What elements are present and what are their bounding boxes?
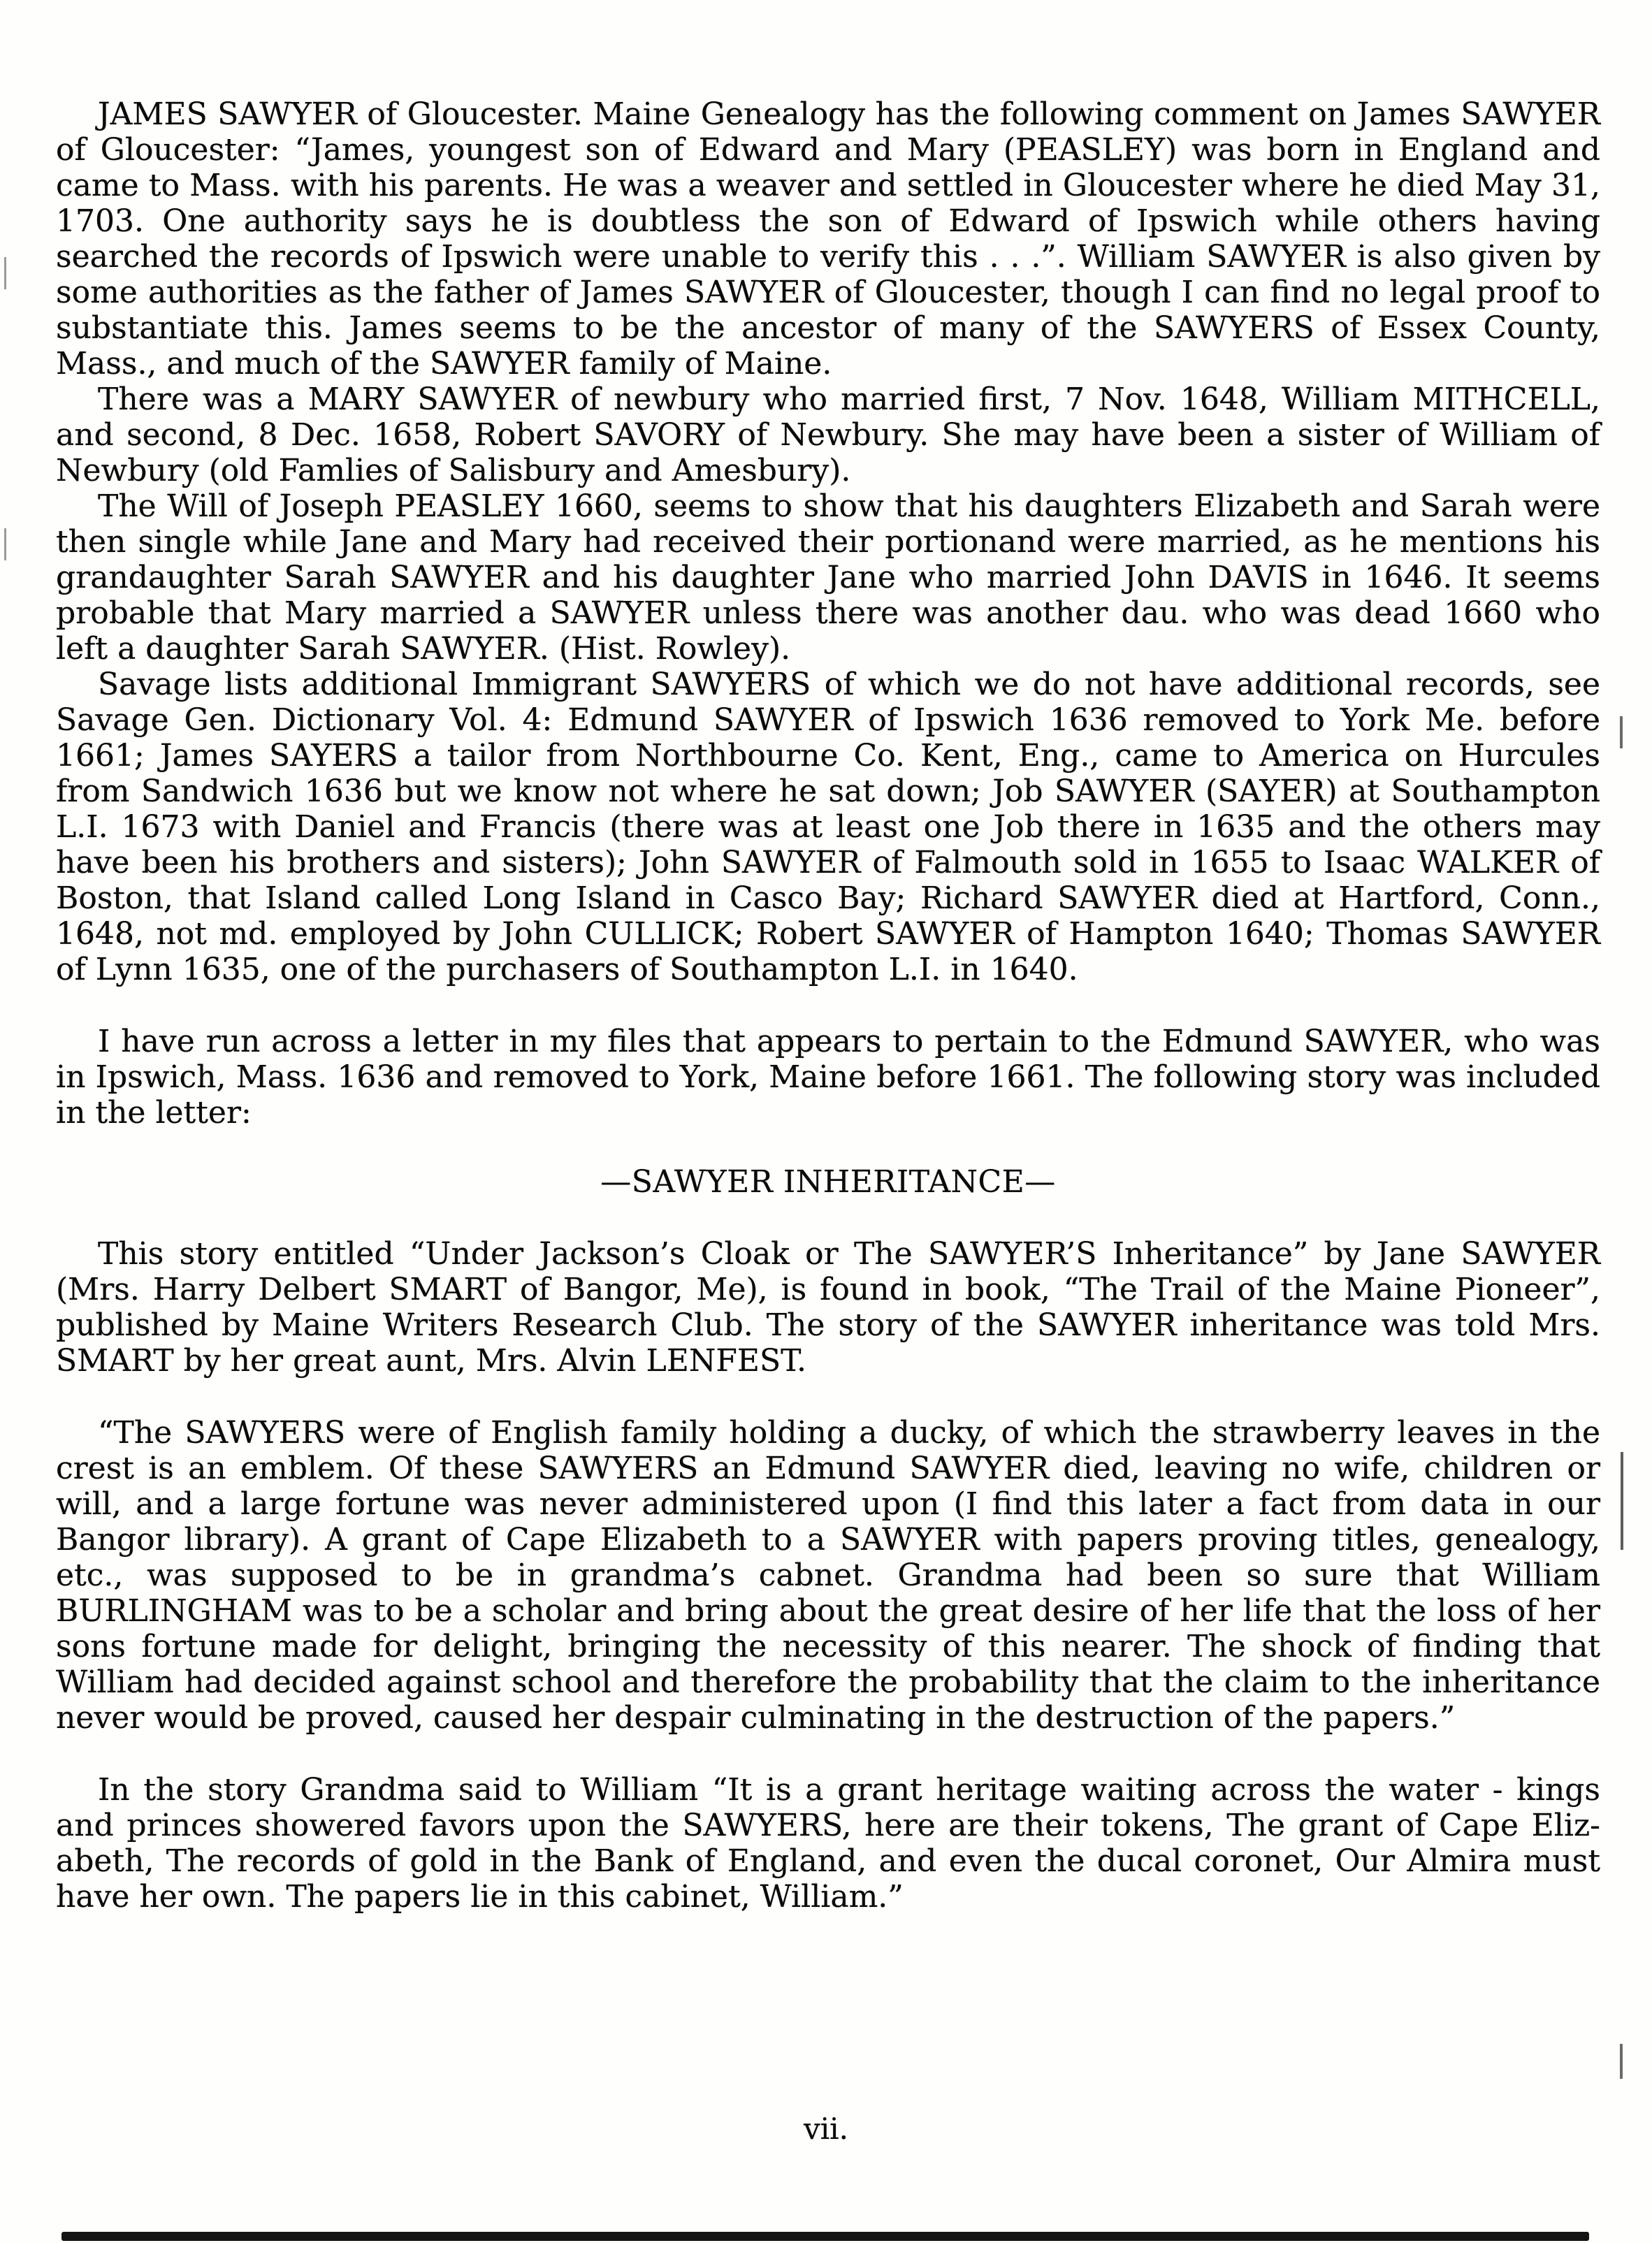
paragraph-story-source: This story entitled “Under Jackson’s Cloak or The SAWYER’S Inheritance” by Jane SAWYER (Mrs. Harry Delbert SMART of Bangor, Me), is found in book, “The Trail of the Maine Pioneer”, published by Maine Writers Research Club. The story of the SAWYER inheritance was told Mrs. SMART by her great aunt, Mrs. Alvin LENFEST. bbox=[56, 1236, 1600, 1379]
text-column bbox=[56, 96, 1600, 1915]
scan-mark-right-3 bbox=[1620, 2044, 1623, 2079]
scan-mark-right-1 bbox=[1620, 716, 1623, 748]
paragraph-grandma-quote: In the story Grandma said to William “It is a grant heritage waiting across the water - kings and princes showered favors upon the SAWYERS, here are their tokens, The grant of Cape Eliz-abeth, The records of gold in the Bank of England, and even the ducal coronet, Our Almira must have her own. The papers lie in this cabinet, William.” bbox=[56, 1772, 1600, 1915]
page-number: vii. bbox=[804, 2112, 848, 2146]
paragraph-will-of-joseph-peasley: The Will of Joseph PEASLEY 1660, seems to show that his daughters Elizabeth and Sarah were then single while Jane and Mary had received their portionand were married, as he mentions his grandaughter Sarah SAWYER and his daughter Jane who married John DAVIS in 1646. It seems probable that Mary married a SAWYER unless there was another dau. who was dead 1660 who left a daughter Sarah SAWYER. (Hist. Rowley). bbox=[56, 488, 1600, 667]
paragraph-mary-sawyer-newbury: There was a MARY SAWYER of newbury who married first, 7 Nov. 1648, William MITHCELL, and second, 8 Dec. 1658, Robert SAVORY of Newbury. She may have been a sister of William of Newbury (old Famlies of Salisbury and Amesbury). bbox=[56, 382, 1600, 488]
paragraph-sawyers-english-family: “The SAWYERS were of English family holding a ducky, of which the strawberry leaves in the crest is an emblem. Of these SAWYERS an Edmund SAWYER died, leaving no wife, children or will, and a large fortune was never administered upon (I find this later a fact from data in our Bangor library). A grant of Cape Elizabeth to a SAWYER with papers proving titles, genealogy, etc., was supposed to be in grandma’s cabnet. Grandma had been so sure that William BURLINGHAM was to be a scholar and bring about the great desire of her life that the loss of her sons fortune made for delight, bringing the necessity of this nearer. The shock of finding that William had decided against school and therefore the probability that the claim to the inheritance never would be proved, caused her despair culminating in the destruction of the papers.” bbox=[56, 1415, 1600, 1736]
scan-mark-left-1 bbox=[4, 257, 6, 289]
paragraph-letter-introduction: I have run across a letter in my files that appears to pertain to the Edmund SAWYER, who was in Ipswich, Mass. 1636 and removed to York, Maine before 1661. The following story was included in the letter: bbox=[56, 1024, 1600, 1131]
scan-edge-artifact-bottom bbox=[61, 2232, 1589, 2241]
paragraph-james-sawyer-gloucester: JAMES SAWYER of Gloucester. Maine Genealogy has the following comment on James SAWYER of Gloucester: “James, youngest son of Edward and Mary (PEASLEY) was born in England and came to Mass. with his parents. He was a weaver and settled in Gloucester where he died May 31, 1703. One authority says he is doubtless the son of Edward of Ipswich while others having searched the records of Ipswich were unable to verify this . . .”. William SAWYER is also given by some authorities as the father of James SAWYER of Gloucester, though I can find no legal proof to substantiate this. James seems to be the ancestor of many of the SAWYERS of Essex County, Mass., and much of the SAWYER family of Maine. bbox=[56, 96, 1600, 382]
scan-mark-left-2 bbox=[4, 528, 6, 560]
section-heading-sawyer-inheritance: —SAWYER INHERITANCE— bbox=[600, 1164, 1056, 1200]
scan-mark-right-2 bbox=[1621, 1452, 1623, 1550]
paragraph-savage-immigrant-sawyers: Savage lists additional Immigrant SAWYERS of which we do not have additional records, see Savage Gen. Dictionary Vol. 4: Edmund SAWYER of Ipswich 1636 removed to York Me. before 1661; James SAYERS a tailor from Northbourne Co. Kent, Eng., came to America on Hurcules from Sandwich 1636 but we know not where he sat down; Job SAWYER (SAYER) at Southampton L.I. 1673 with Daniel and Francis (there was at least one Job there in 1635 and the others may have been his brothers and sisters); John SAWYER of Falmouth sold in 1655 to Isaac WALKER of Boston, that Island called Long Island in Casco Bay; Richard SAWYER died at Hartford, Conn., 1648, not md. employed by John CULLICK; Robert SAWYER of Hampton 1640; Thomas SAWYER of Lynn 1635, one of the purchasers of Southampton L.I. in 1640. bbox=[56, 667, 1600, 987]
